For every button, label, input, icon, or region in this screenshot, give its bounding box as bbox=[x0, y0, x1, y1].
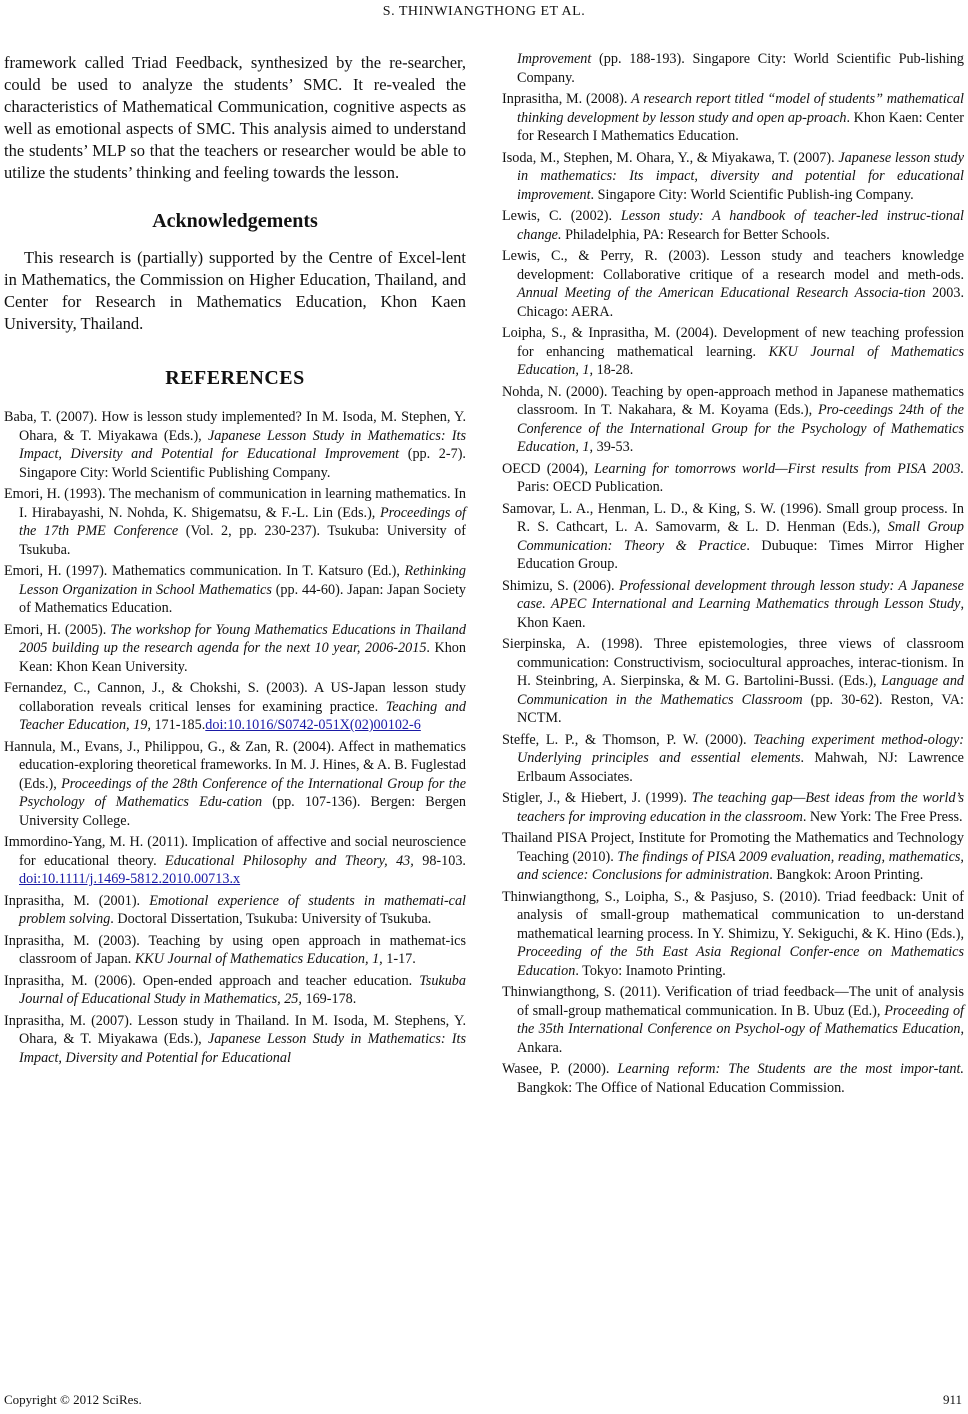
reference-text: 1-17. bbox=[382, 951, 416, 967]
reference-text: 171-185. bbox=[150, 717, 206, 733]
reference-text: 169-178. bbox=[301, 991, 357, 1007]
reference-text: Immordino-Yang, M. H. (2011). Implication of affective and social neuroscience for educational theory. bbox=[4, 834, 466, 869]
acknowledgements-heading: Acknowledgements bbox=[152, 210, 318, 232]
reference-title: Japanese Lesson Study in Mathematics: Its Impact, Diversity and Potential for Educational bbox=[19, 1031, 466, 1066]
doi-link[interactable]: doi:10.1016/S0742-051X(02)00102-6 bbox=[205, 717, 421, 733]
reference-title: Rethinking Lesson Organization in School Mathematics bbox=[19, 563, 466, 598]
reference-text: Thinwiangthong, S. (2011). Verification of triad feedback—The unit of analysis of small-group mathematical communication. In B. Ubuz (Ed.), bbox=[502, 984, 964, 1019]
reference-title: KKU Journal of Mathematics Education, 1, bbox=[517, 343, 964, 378]
reference-item bbox=[502, 460, 964, 497]
references-heading: REFERENCES bbox=[165, 367, 305, 389]
reference-text: Emori, H. (1997). Mathematics communication. In T. Katsuro (Ed.), bbox=[4, 563, 405, 579]
reference-item bbox=[502, 1060, 964, 1097]
page-number: 911 bbox=[942, 1392, 962, 1407]
doi-link[interactable]: doi:10.1111/j.1469-5812.2010.00713.x bbox=[19, 871, 241, 887]
right-column bbox=[502, 50, 964, 1100]
reference-text: Thinwiangthong, S., Loipha, S., & Pasjuso, S. (2010). Triad feedback: Unit of analysis of small-group mathematical communication to un-derstand mathematical learning process. In Y. Shimizu, Y. Sekiguchi, & K. Hino (Eds.), bbox=[502, 888, 964, 942]
reference-text: Inprasitha, M. (2001). bbox=[4, 892, 150, 909]
reference-title: KKU Journal of Mathematics Education, 1, bbox=[134, 951, 383, 967]
reference-text: 39-53. bbox=[593, 439, 634, 455]
reference-text: Lewis, C. (2002). bbox=[502, 208, 621, 224]
reference-item bbox=[502, 207, 964, 244]
reference-item bbox=[502, 731, 964, 787]
reference-text: , Khon Kaen. bbox=[517, 596, 964, 631]
reference-text: Loipha, S., & Inprasitha, M. (2004). Development of new teaching profession for enhancing mathematical learning. bbox=[502, 325, 964, 360]
reference-title: Japanese Lesson Study in Mathematics: Its Impact, Diversity and Potential for Educational Improvement bbox=[19, 427, 466, 462]
reference-title: Learning for tomorrows world—First results from PISA 2003. bbox=[594, 460, 964, 477]
reference-text: Emori, H. (1993). The mechanism of communication in learning mathematics. In I. Hirabayashi, N. Nohda, K. Shigematsu, & F.-L. Lin (Eds.), bbox=[4, 486, 466, 521]
reference-text: Thailand PISA Project, Institute for Promoting the Mathematics and Technology Teaching (2010). bbox=[502, 830, 964, 865]
acknowledgements-text: This research is (partially) supported by the Centre of Excel-lent in Mathematics, the Commission on Higher Education, Thailand, and Center for Research in Mathematics Education, Khon Kaen University, Thailand. bbox=[4, 248, 466, 333]
reference-text: 98-103. bbox=[413, 852, 466, 869]
reference-item bbox=[502, 829, 964, 885]
reference-title: Tsukuba Journal of Educational Study in Mathematics, 25, bbox=[19, 972, 466, 1007]
reference-title: Small Group Communication: Theory & Practice bbox=[517, 519, 964, 554]
reference-item bbox=[4, 738, 466, 831]
reference-text: Inprasitha, M. (2003). Teaching by using open approach in mathemat-ics classroom of Japan. bbox=[4, 932, 466, 967]
reference-item bbox=[4, 679, 466, 735]
reference-text: Samovar, L. A., Henman, L. D., & King, S. W. (1996). Small group process. In R. S. Cathcart, L. A. Samovarm, & L. D. Henman (Eds.), bbox=[502, 500, 964, 535]
reference-title: The teaching gap—Best ideas from the world’s teachers for improving education in the classroom bbox=[517, 790, 964, 825]
reference-title: Proceeding of the 5th East Asia Regional Confer-ence on Mathematics Education bbox=[517, 944, 964, 979]
reference-title: Proceedings of the 17th PME Conference bbox=[19, 504, 467, 539]
reference-title: Educational Philosophy and Theory, 43, bbox=[165, 852, 414, 869]
reference-text: Paris: OECD Publication. bbox=[517, 479, 664, 495]
reference-text: . Mahwah, NJ: Lawrence Erlbaum Associates. bbox=[517, 750, 964, 785]
reference-text: Isoda, M., Stephen, M. Ohara, Y., & Miyakawa, T. (2007). bbox=[502, 149, 839, 166]
reference-text: Steffe, L. P., & Thomson, P. W. (2000). bbox=[502, 731, 754, 748]
reference-item bbox=[4, 932, 466, 969]
running-head: S. THINWIANGTHONG ET AL. bbox=[382, 4, 586, 19]
reference-text: (pp. 2-7). Singapore City: World Scientific Publishing Company. bbox=[19, 446, 466, 481]
reference-text: Stigler, J., & Hiebert, J. (1999). bbox=[502, 790, 692, 806]
reference-text: Fernandez, C., Cannon, J., & Chokshi, S. (2003). A US-Japan lesson study collaboration reveals critical lenses for examining practice. bbox=[4, 680, 466, 715]
reference-text: Nohda, N. (2000). Teaching by open-approach method in Japanese mathematics classroom. In T. Nakahara, & M. Koyama (Eds.), bbox=[502, 383, 964, 418]
reference-title: Proceedings of the 28th Conference of the International Group for the Psychology of Mathematics Edu-cation bbox=[19, 775, 466, 810]
left-reference-list bbox=[4, 408, 466, 1067]
reference-text: Lewis, C., & Perry, R. (2003). Lesson study and teachers knowledge development: Collaborative critique of a research model and meth-ods. bbox=[502, 248, 964, 283]
reference-text: . Tokyo: Inamoto Printing. bbox=[575, 962, 726, 979]
reference-title: Teaching experiment method-ology: Underlying principles and essential elements bbox=[517, 731, 964, 766]
reference-text: . Khon Kaen: Center for Research I Mathematics Education. bbox=[517, 109, 964, 144]
reference-text: (pp. 188-193). Singapore City: World Scientific Pub-lishing Company. bbox=[517, 51, 964, 86]
reference-text: Shimizu, S. (2006). bbox=[502, 577, 619, 594]
reference-item bbox=[502, 983, 964, 1057]
reference-title: The workshop for Young Mathematics Educations in Thailand 2005 building up the research agenda for the next 10 year, 2006-2015 bbox=[19, 621, 466, 656]
reference-text: 2003. Chicago: AERA. bbox=[517, 285, 964, 320]
reference-title: Emotional experience of students in mathemati-cal problem solving bbox=[19, 892, 467, 927]
reference-text: . Bangkok: Aroon Printing. bbox=[769, 867, 924, 883]
reference-text: . Dubuque: Times Mirror Higher Education Group. bbox=[517, 537, 964, 572]
reference-item bbox=[502, 50, 964, 87]
reference-item bbox=[4, 408, 466, 482]
reference-item bbox=[4, 562, 466, 618]
reference-title: Learning reform: The Students are the most impor-tant. bbox=[617, 1061, 964, 1077]
reference-text: . Singapore City: World Scientific Publish-ing Company. bbox=[590, 186, 914, 203]
reference-item bbox=[4, 1012, 466, 1068]
reference-item bbox=[502, 789, 964, 826]
reference-title: The findings of PISA 2009 evaluation, reading, mathematics, and science: Conclusions for administration bbox=[517, 848, 964, 883]
reference-item bbox=[502, 90, 964, 146]
reference-text: Inprasitha, M. (2006). Open-ended approach and teacher education. bbox=[4, 972, 420, 989]
reference-item bbox=[502, 247, 964, 321]
reference-text: Emori, H. (2005). bbox=[4, 621, 111, 638]
reference-title: Annual Meeting of the American Educational Research Associa-tion bbox=[517, 285, 926, 301]
reference-text: OECD (2004), bbox=[502, 460, 595, 477]
reference-item bbox=[4, 621, 466, 677]
reference-text: Wasee, P. (2000). bbox=[502, 1061, 618, 1077]
reference-text: . Doctoral Dissertation, Tsukuba: University of Tsukuba. bbox=[110, 911, 432, 927]
reference-title: Pro-ceedings 24th of the Conference of the International Group for the Psychology of Mathematics Education, 1, bbox=[517, 402, 964, 455]
reference-title: Language and Communication in the Mathematics Classroom bbox=[517, 673, 965, 708]
reference-text: Philadelphia, PA: Research for Better Schools. bbox=[561, 226, 830, 243]
reference-item bbox=[502, 383, 964, 457]
reference-text: Baba, T. (2007). How is lesson study implemented? In M. Isoda, M. Stephen, Y. Ohara, & T. Miyakawa (Eds.), bbox=[4, 409, 466, 444]
reference-title: Teaching and Teacher Education, 19, bbox=[19, 698, 466, 733]
reference-text: (Vol. 2, pp. 230-237). Tsukuba: University of Tsukuba. bbox=[19, 523, 466, 558]
reference-item bbox=[502, 149, 964, 205]
reference-text: (pp. 107-136). Bergen: Bergen University College. bbox=[19, 794, 466, 829]
reference-title: Improvement bbox=[517, 51, 592, 67]
reference-text: Inprasitha, M. (2007). Lesson study in Thailand. In M. Isoda, M. Stephens, Y. Ohara, & T. Miyakawa (Eds.), bbox=[4, 1012, 466, 1047]
reference-text: Sierpinska, A. (1998). Three epistemologies, three views of classroom communication: Constructivism, sociocultural approaches, interac-tionism. In H. Steinbring, A. Sierpinska, & M. G. Bartolini-Bussi. (Eds.), bbox=[502, 636, 964, 689]
reference-text: Bangkok: The Office of National Education Commission. bbox=[517, 1079, 845, 1096]
reference-item bbox=[502, 888, 964, 981]
reference-text: Hannula, M., Evans, J., Philippou, G., & Zan, R. (2004). Affect in mathematics education-exploring theoretical frameworks. In M. J. Hines, & A. B. Fuglestad (Eds.), bbox=[4, 738, 466, 792]
reference-item bbox=[4, 485, 466, 559]
right-reference-list bbox=[502, 50, 964, 1097]
footer-copyright: Copyright © 2012 SciRes. bbox=[4, 1392, 142, 1407]
reference-title: Lesson study: A handbook of teacher-led instruc-tional change. bbox=[517, 208, 964, 243]
left-column bbox=[4, 52, 466, 1070]
reference-title: A research report titled “model of students” mathematical thinking development by lesson study and open ap-proach bbox=[517, 91, 964, 126]
reference-text: 18-28. bbox=[593, 362, 634, 378]
reference-text: . New York: The Free Press. bbox=[802, 808, 963, 825]
reference-item bbox=[502, 500, 964, 574]
reference-title: Japanese lesson study in mathematics: Its impact, diversity and potential for educational improvement bbox=[517, 149, 964, 203]
reference-text: (pp. 44-60). Japan: Japan Society of Mathematics Education. bbox=[19, 581, 466, 616]
reference-text: . Khon Kean: Khon Kean University. bbox=[19, 640, 466, 675]
reference-item bbox=[4, 972, 466, 1009]
reference-text: , Ankara. bbox=[517, 1021, 964, 1056]
reference-title: Proceeding of the 35th International Conference on Psychol-ogy of Mathematics Education bbox=[517, 1002, 965, 1037]
reference-title: Professional development through lesson study: A Japanese case. APEC International and Learning Mathematics through Lesson Study bbox=[517, 577, 964, 612]
reference-item bbox=[502, 577, 964, 633]
reference-text: Inprasitha, M. (2008). bbox=[502, 91, 632, 107]
reference-item bbox=[4, 892, 466, 929]
reference-item bbox=[502, 635, 964, 728]
reference-item bbox=[502, 324, 964, 380]
intro-paragraph: framework called Triad Feedback, synthesized by the re-searcher, could be used to analyze the students’ SMC. It re-vealed the characteristics of Mathematical Communication, cognitive aspects as well as emotional aspects of SMC. This analysis aimed to understand the students’ MLP so that the teachers or researcher would be able to utilize the students’ thinking and feeling towards the lesson. bbox=[4, 53, 466, 182]
reference-item bbox=[4, 833, 466, 889]
reference-text: (pp. 30-62). Reston, VA: NCTM. bbox=[517, 691, 964, 726]
